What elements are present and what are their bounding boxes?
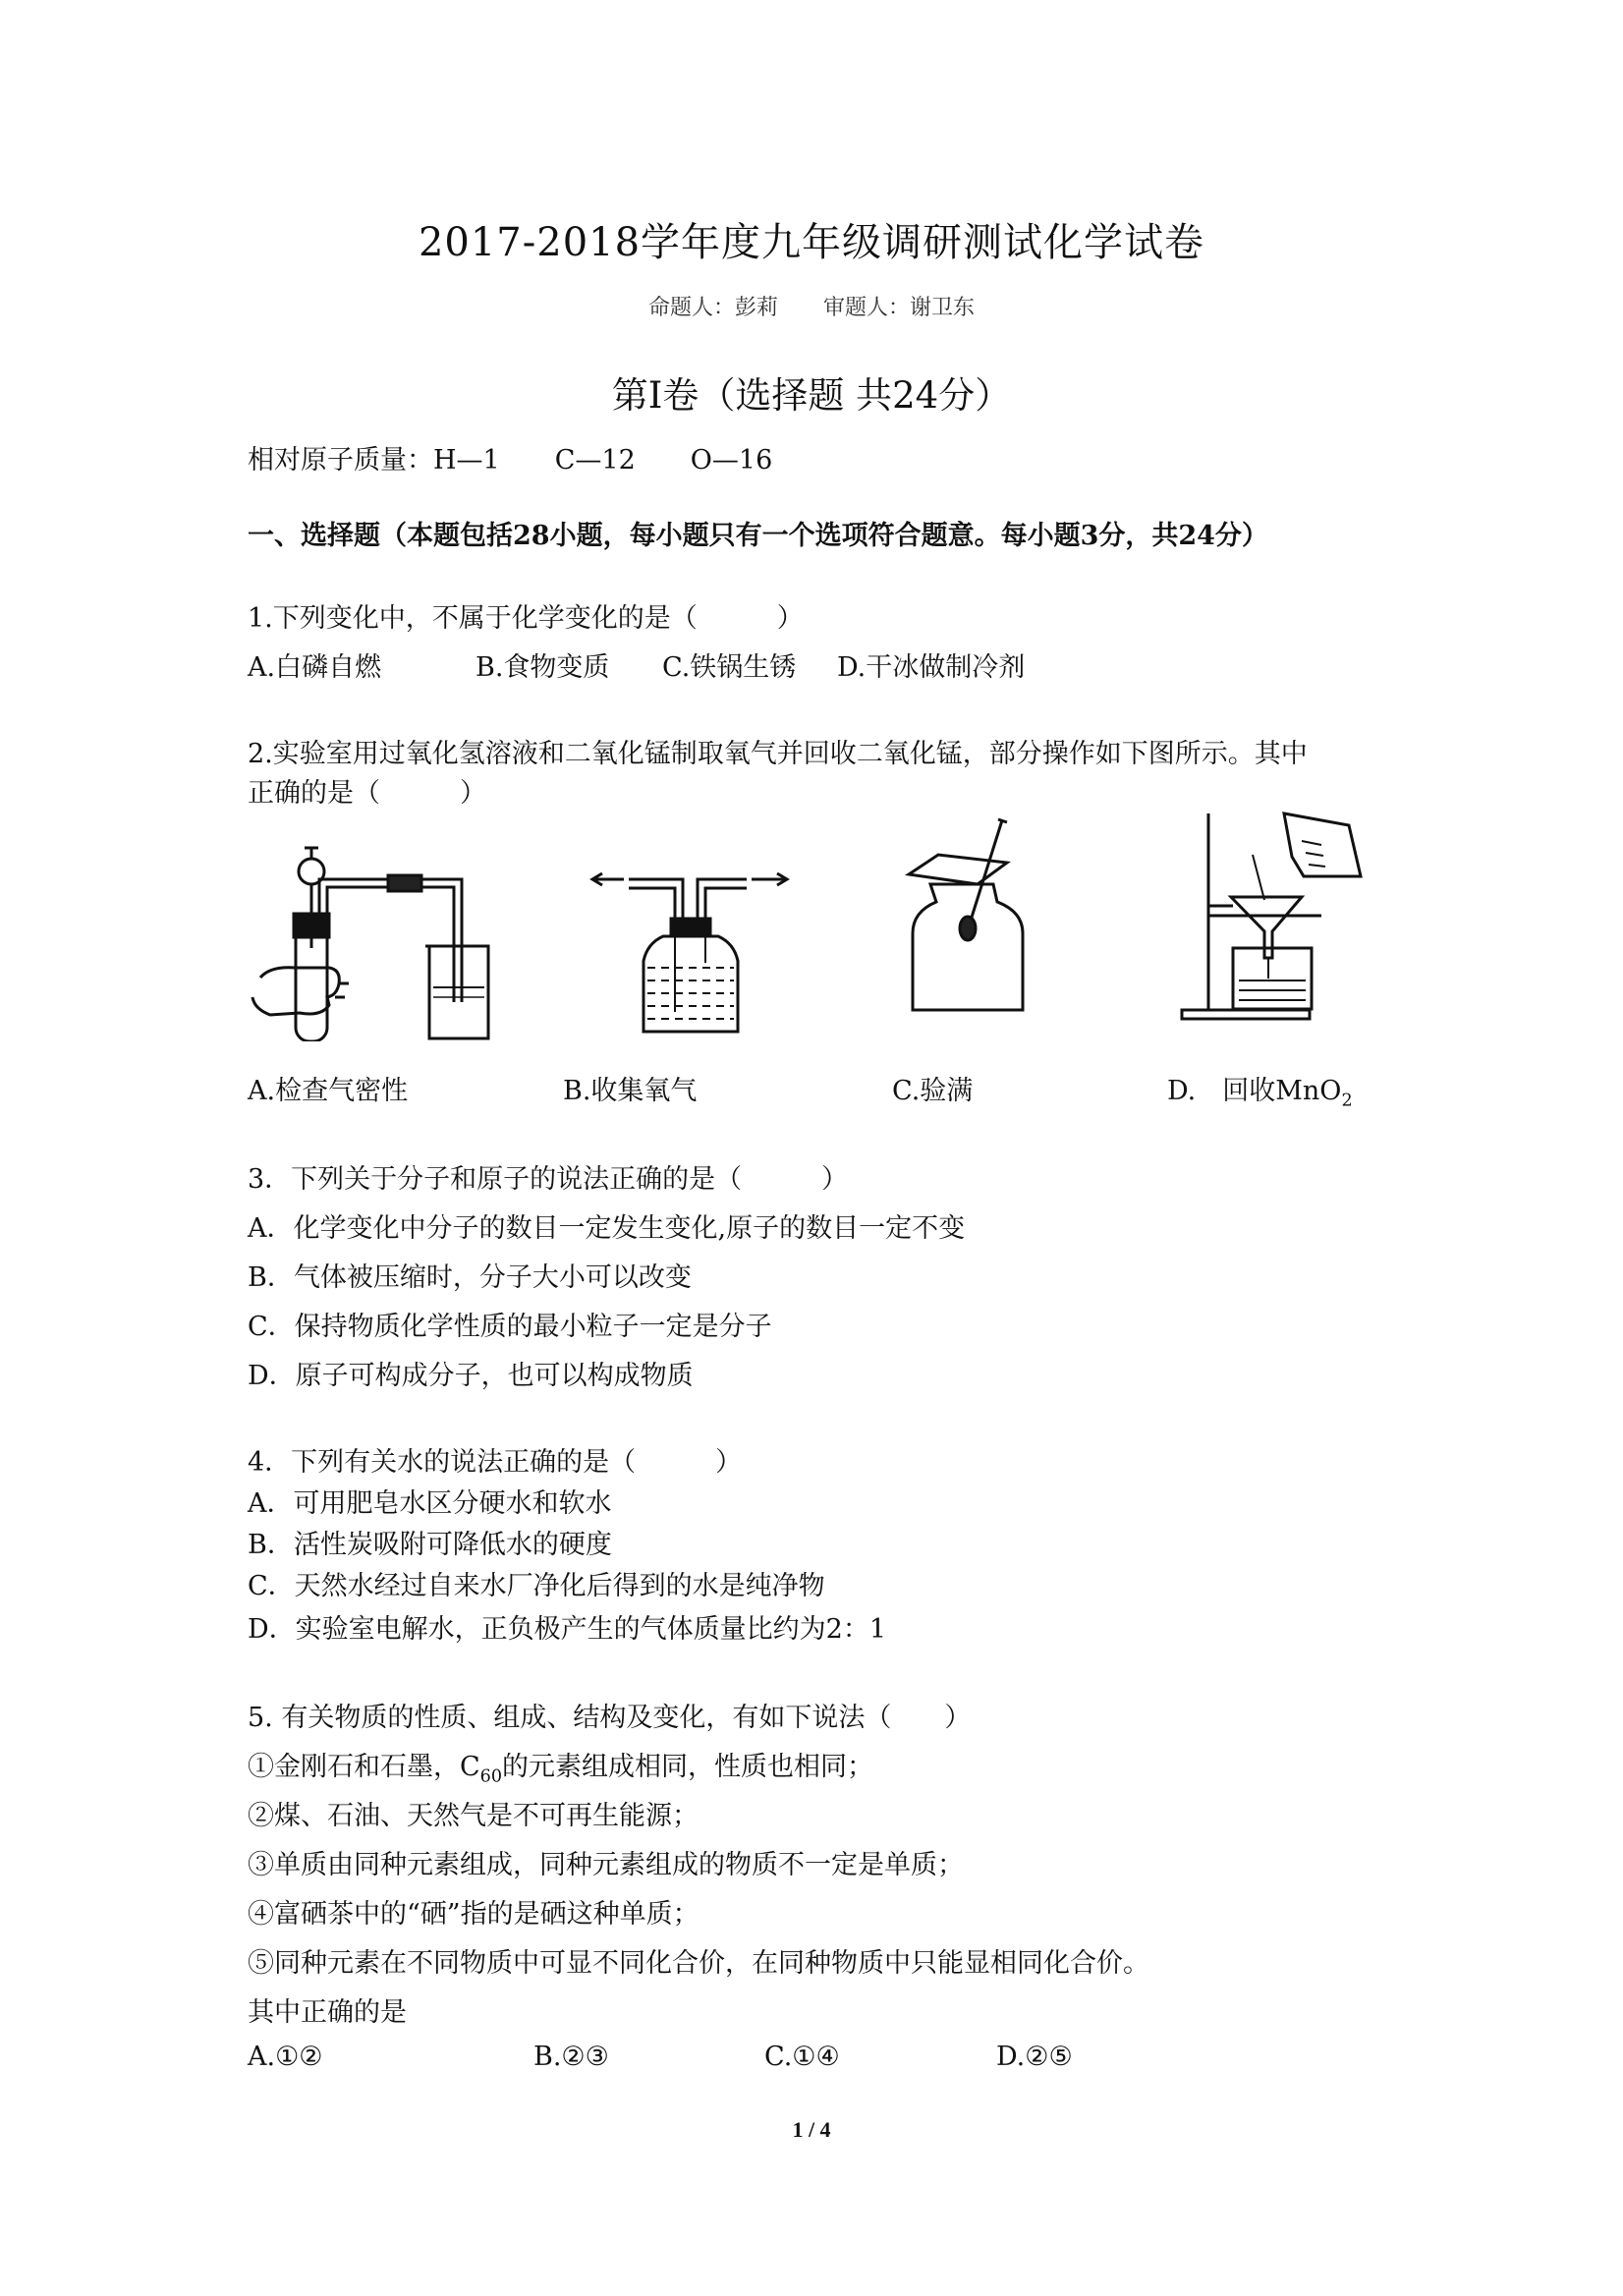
q5-option-b: B.②③: [533, 2042, 609, 2072]
q5-statement-3: ③单质由同种元素组成，同种元素组成的物质不一定是单质；: [248, 1850, 964, 1880]
q1-stem: 1.下列变化中，不属于化学变化的是（ ）: [248, 603, 804, 634]
q4-stem: 4．下列有关水的说法正确的是（ ）: [248, 1447, 743, 1478]
q5-s1-post: 的元素组成相同，性质也相同；: [501, 1752, 873, 1782]
q5-statement-1: [248, 1745, 873, 1786]
q1-option-a: A.白磷自燃: [248, 652, 382, 683]
q4-option-a: A．可用肥皂水区分硬水和软水: [248, 1488, 612, 1519]
atomic-masses: [248, 438, 772, 476]
q5-statement-2: ②煤、石油、天然气是不可再生能源；: [248, 1801, 699, 1831]
q1-option-c: C.铁锅生锈: [662, 652, 797, 683]
q4-option-b: B．活性炭吸附可降低水的硬度: [248, 1530, 612, 1560]
q3-stem: 3．下列关于分子和原子的说法正确的是（ ）: [248, 1164, 849, 1195]
q5-statement-4: ④富硒茶中的“硒”指的是硒这种单质；: [248, 1899, 700, 1930]
q1-option-b: B.食物变质: [476, 652, 610, 683]
q2-stem-line1: 2.实验室用过氧化氢溶液和二氧化锰制取氧气并回收二氧化锰，部分操作如下图所示。其中: [248, 739, 1308, 769]
atomic-masses-label: 相对原子质量：: [248, 445, 433, 476]
author-label: 命题人：彭莉: [647, 296, 778, 320]
figure-b-gas-collection: [585, 865, 791, 1046]
part-title: 第Ⅰ卷（选择题 共24分）: [611, 374, 1012, 417]
q2-stem-line2: 正确的是（ ）: [248, 778, 486, 809]
q2-option-a: A.检查气密性: [248, 1076, 409, 1106]
q3-option-d: D．原子可构成分子，也可以构成物质: [248, 1361, 694, 1391]
q4-option-d: D．实验室电解水，正负极产生的气体质量比约为2：1: [248, 1614, 887, 1645]
exam-title: 2017-2018学年度九年级调研测试化学试卷: [418, 220, 1205, 265]
q5-question: 其中正确的是: [248, 1997, 407, 2028]
mass-c: C—12: [554, 445, 636, 476]
q2-option-d-subscript: 2: [1341, 1091, 1353, 1111]
byline: [0, 291, 1623, 321]
q5-option-d: D.②⑤: [996, 2042, 1073, 2072]
section1-heading: 一、选择题（本题包括28小题，每小题只有一个选项符合题意。每小题3分，共24分）: [248, 521, 1268, 551]
q3-option-b: B．气体被压缩时，分子大小可以改变: [248, 1262, 692, 1293]
q5-option-a: A.①②: [248, 2042, 323, 2072]
q5-option-c: C.①④: [764, 2042, 840, 2072]
q5-s1-pre: ①金刚石和石墨，C: [248, 1752, 480, 1782]
q2-option-d: [1167, 1069, 1353, 1110]
q2-option-b: B.收集氧气: [563, 1076, 698, 1106]
page-number: 1 / 4: [792, 2117, 831, 2142]
q3-option-c: C．保持物质化学性质的最小粒子一定是分子: [248, 1312, 772, 1342]
q4-option-c: C．天然水经过自来水厂净化后得到的水是纯净物: [248, 1571, 825, 1601]
reviewer-label: 审题人：谢卫东: [823, 296, 976, 320]
q2-option-c: C.验满: [892, 1076, 974, 1106]
mass-o: O—16: [690, 445, 773, 476]
figure-a-airtightness-check: [251, 840, 491, 1041]
figure-c-fullness-check: [899, 815, 1036, 1017]
q5-s1-subscript: 60: [479, 1766, 502, 1787]
q5-stem: 5. 有关物质的性质、组成、结构及变化，有如下说法（ ）: [248, 1703, 972, 1733]
q3-option-a: A．化学变化中分子的数目一定发生变化,原子的数目一定不变: [248, 1213, 966, 1244]
q1-option-d: D.干冰做制冷剂: [837, 652, 1026, 683]
figure-d-filtration: [1174, 806, 1371, 1022]
mass-h: H—1: [433, 445, 500, 476]
q2-option-d-text: D. 回收MnO: [1167, 1076, 1342, 1106]
q5-statement-5: ⑤同种元素在不同物质中可显不同化合价，在同种物质中只能显相同化合价。: [248, 1948, 1149, 1979]
